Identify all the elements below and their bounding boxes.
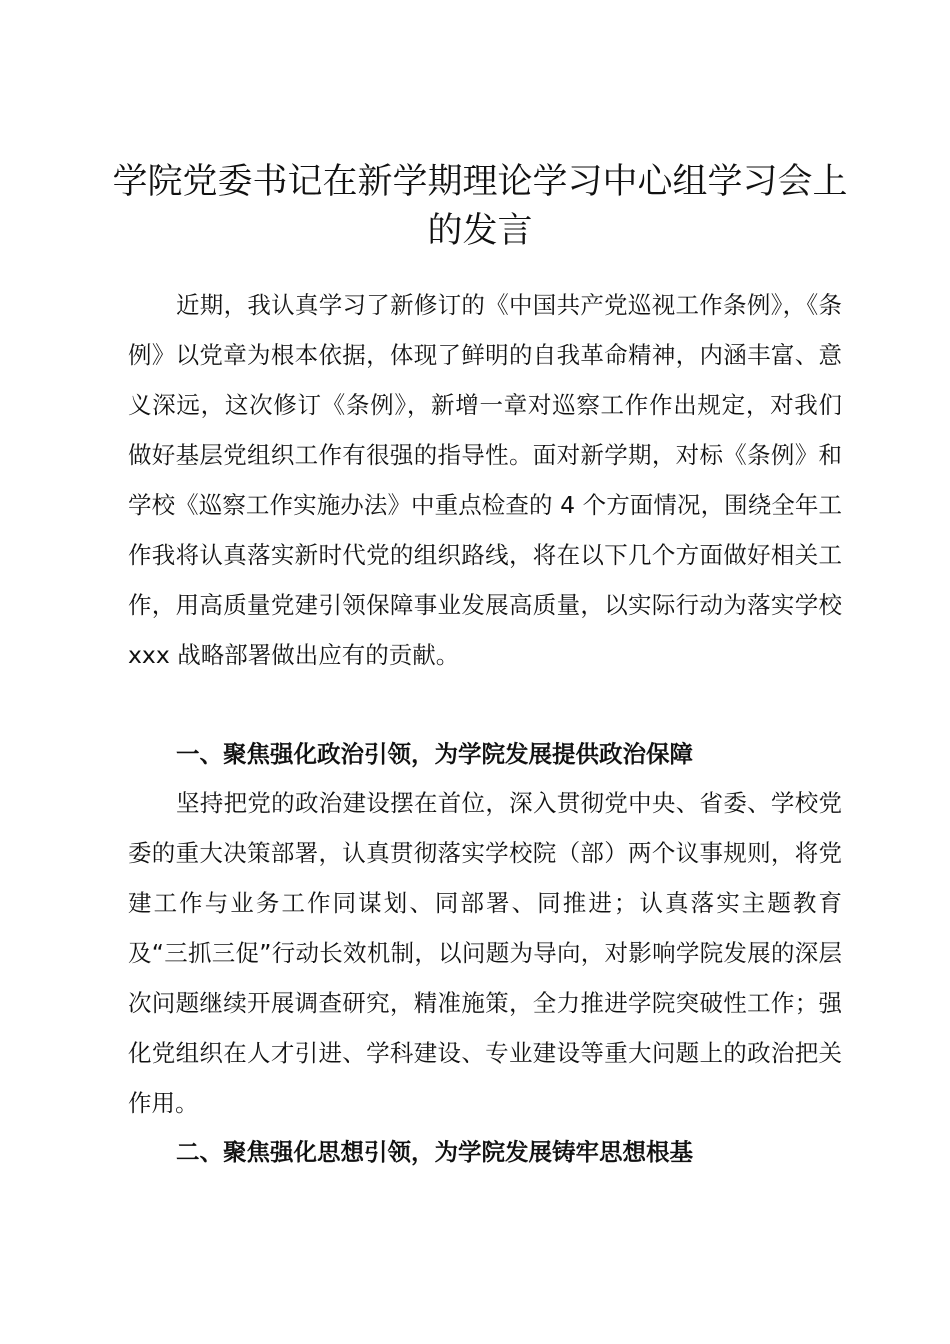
section-heading-1: 一、聚焦强化政治引领，为学院发展提供政治保障 <box>176 740 693 768</box>
section-heading-2: 二、聚焦强化思想引领，为学院发展铸牢思想根基 <box>176 1138 693 1166</box>
intro-paragraph: 近期，我认真学习了新修订的《中国共产党巡视工作条例》，《条例》以党章为根本依据，体现了鲜明的自我革命精神，内涵丰富、意义深远，这次修订《条例》，新增一章对巡察工作作出规定，对我们做好基层党组织工作有很强的指导性。面对新学期，对标《条例》和学校《巡察工作实施办法》中重点检查的 4 个方面情况，围绕全年工作我将认真落实新时代党的组织路线，将在以下几个方面做好相关工作，用高质量党建引领保障事业发展高质量，以实际行动为落实学校 xxx 战略部署做出应有的贡献。 <box>128 291 842 669</box>
section-1-paragraph: 坚持把党的政治建设摆在首位，深入贯彻党中央、省委、学校党委的重大决策部署，认真贯彻落实学校院（部）两个议事规则，将党建工作与业务工作同谋划、同部署、同推进；认真落实主题教育及“三抓三促”行动长效机制，以问题为导向，对影响学院发展的深层次问题继续开展调查研究，精准施策，全力推进学院突破性工作；强化党组织在人才引进、学科建设、专业建设等重大问题上的政治把关作用。 <box>128 789 842 1117</box>
document-title: 学院党委书记在新学期理论学习中心组学习会上的发言 <box>112 162 848 251</box>
